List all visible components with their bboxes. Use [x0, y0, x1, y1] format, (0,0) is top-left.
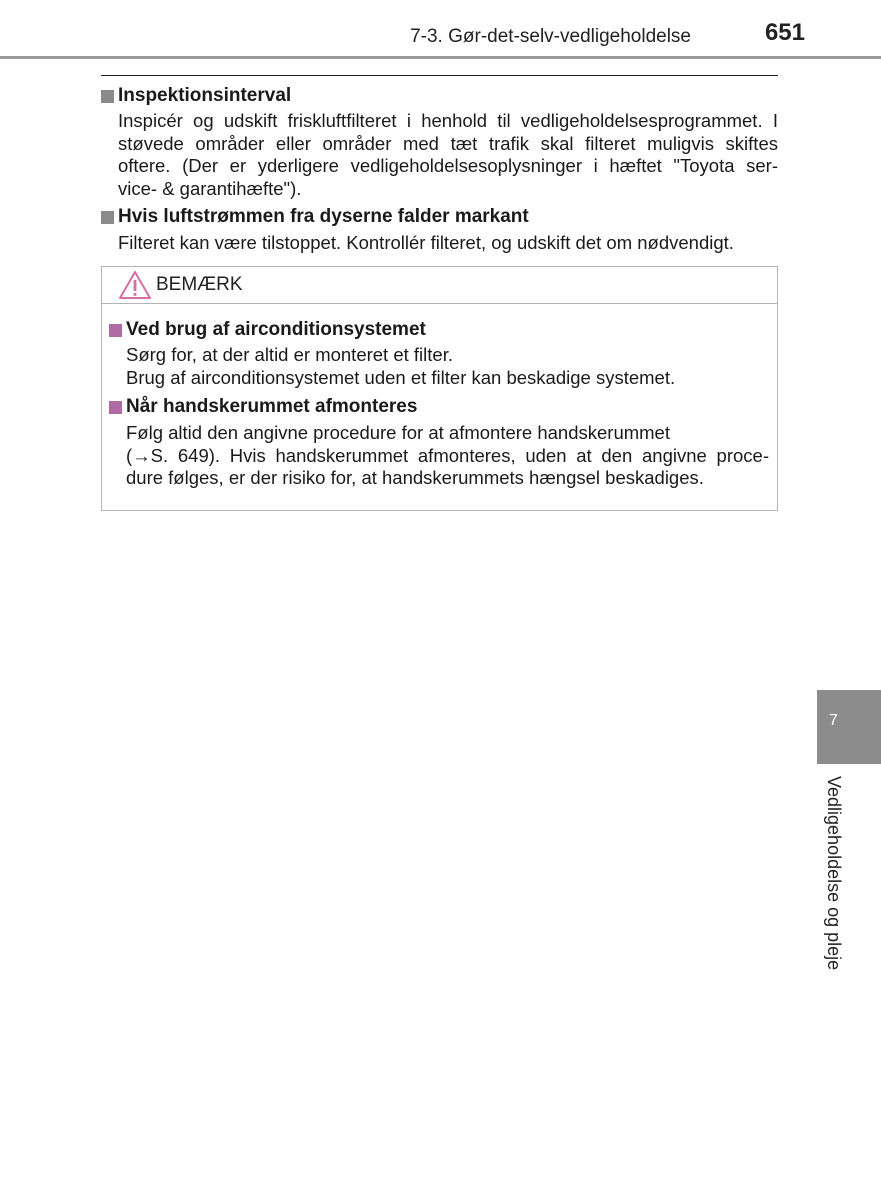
- chapter-tab-number: 7: [829, 712, 838, 729]
- warning-triangle-icon: [118, 270, 152, 300]
- body-line: vice- & garantihæfte").: [118, 177, 302, 199]
- section-body: [118, 232, 778, 255]
- square-bullet-icon: [101, 211, 114, 224]
- header-divider: [0, 56, 881, 59]
- body-line: oftere. (Der er yderligere vedligeholdelsesoplysninger i hæftet "Toyota ser-: [118, 155, 778, 176]
- notice-label: BEMÆRK: [156, 274, 243, 295]
- section-heading: Ved brug af airconditionsystemet: [126, 319, 426, 340]
- notice-section-ac: [109, 319, 769, 389]
- section-body: [126, 344, 769, 389]
- body-line: Inspicér og udskift friskluftfilteret i henhold til vedligeholdelsesprogrammet. I: [118, 110, 778, 131]
- section-inspection-interval: [101, 85, 778, 200]
- body-line: Sørg for, at der altid er monteret et filter.: [126, 344, 453, 365]
- content-divider: [101, 75, 778, 76]
- body-line: (→S. 649). Hvis handskerummet afmonteres, uden at den angivne proce-: [126, 444, 769, 466]
- notice-header: [102, 267, 777, 304]
- square-bullet-icon: [101, 90, 114, 103]
- notice-box: [101, 266, 778, 511]
- notice-section-glovebox: [109, 396, 769, 490]
- square-bullet-icon: [109, 324, 122, 337]
- chapter-title: 7-3. Gør-det-selv-vedligeholdelse: [410, 26, 691, 47]
- section-body: [118, 110, 778, 200]
- section-airflow-drop: [101, 206, 778, 255]
- section-body: [126, 422, 769, 490]
- square-bullet-icon: [109, 401, 122, 414]
- body-line: Filteret kan være tilstoppet. Kontrollér filteret, og udskift det om nødvendigt.: [118, 232, 734, 253]
- body-line: dure følges, er der risiko for, at handskerummets hængsel beskadiges.: [126, 467, 704, 488]
- section-heading: Hvis luftstrømmen fra dyserne falder markant: [118, 206, 529, 227]
- chapter-tab: [817, 690, 881, 764]
- page-number: 651: [764, 19, 805, 46]
- body-line: støvede områder eller områder med tæt trafik skal filteret muligvis skiftes: [118, 132, 778, 154]
- chapter-tab-label: Vedligeholdelse og pleje: [824, 776, 844, 971]
- section-heading: Når handskerummet afmonteres: [126, 396, 418, 417]
- body-line: Følg altid den angivne procedure for at afmontere handskerummet: [126, 422, 670, 443]
- section-heading: Inspektionsinterval: [118, 85, 292, 106]
- body-line: Brug af airconditionsystemet uden et filter kan beskadige systemet.: [126, 366, 676, 388]
